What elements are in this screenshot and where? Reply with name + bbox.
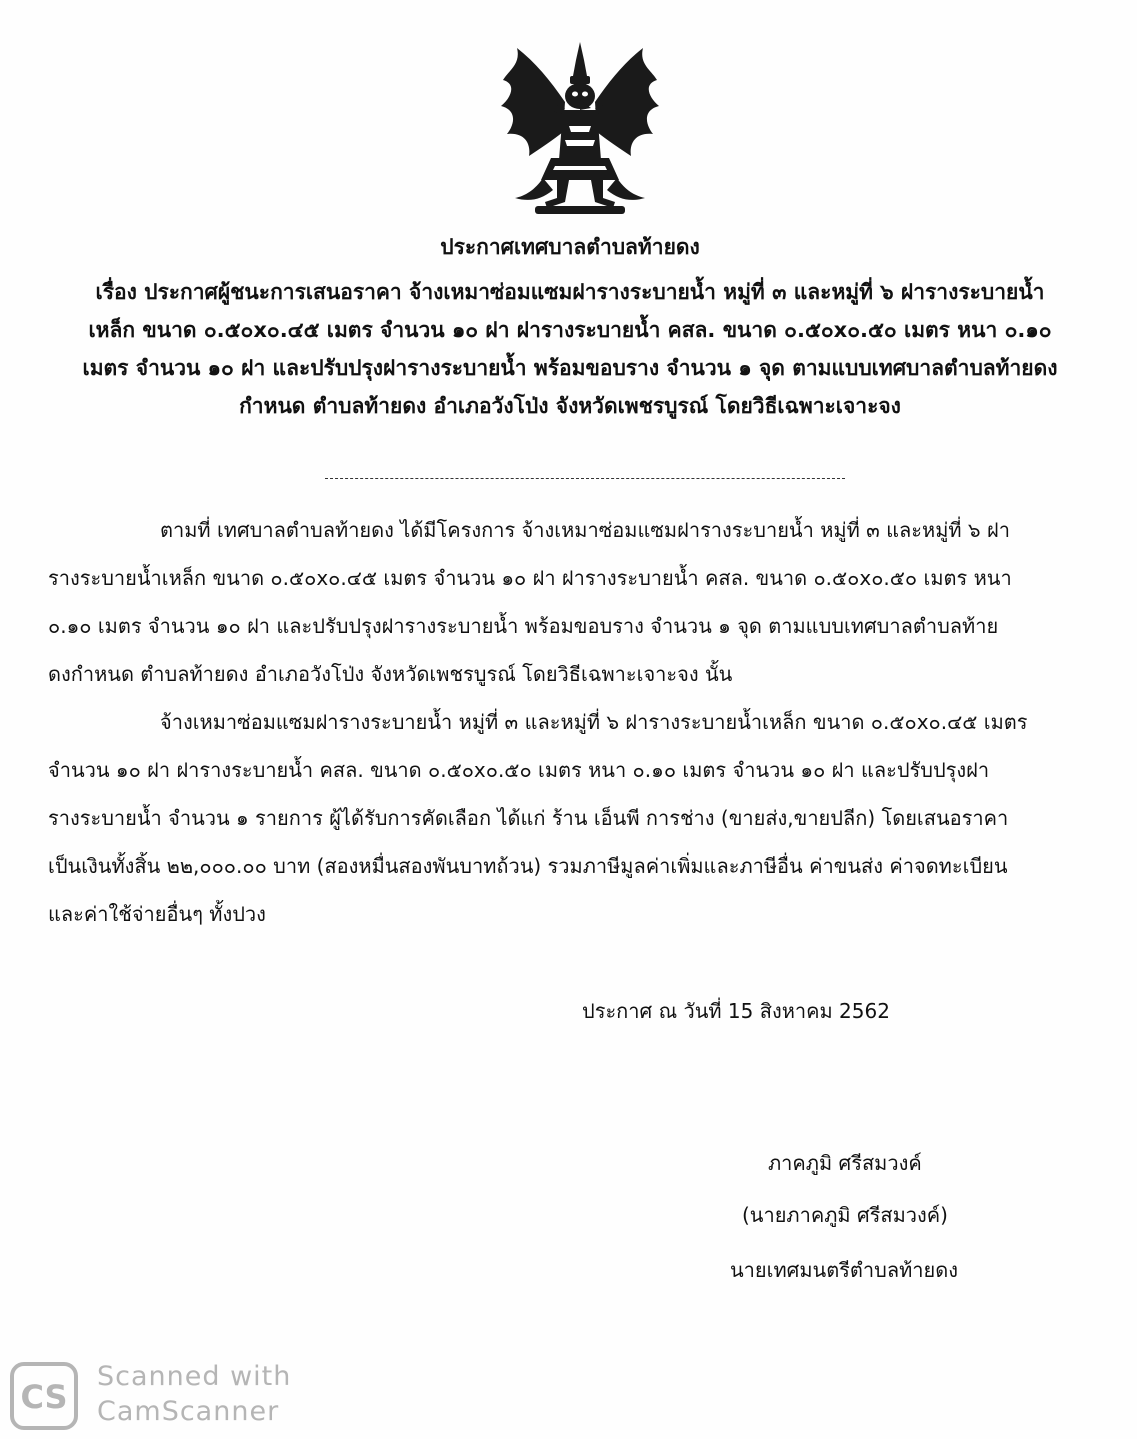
garuda-emblem-icon [495, 40, 665, 218]
subject-line: เรื่อง ประกาศผู้ชนะการเสนอราคา จ้างเหมาซ่อมแซมฝารางระบายน้ำ หมู่ที่ ๓ และหมู่ที่ ๖ ฝารางระบายน้ำ [95, 280, 1045, 304]
paragraph-1-line: ตามที่ เทศบาลตำบลท้ายดง ได้มีโครงการ จ้างเหมาซ่อมแซมฝารางระบายน้ำ หมู่ที่ ๓ และหมู่ที่ ๖ ฝา [160, 518, 1010, 542]
paragraph-1-line: ๐.๑๐ เมตร จำนวน ๑๐ ฝา และปรับปรุงฝารางระบายน้ำ พร้อมขอบราง จำนวน ๑ จุด ตามแบบเทศบาลตำบลท้าย [48, 614, 999, 638]
announcement-date: ประกาศ ณ วันที่ 15 สิงหาคม 2562 [582, 999, 890, 1023]
signed-name: ภาคภูมิ ศรีสมวงค์ [768, 1151, 922, 1175]
subject-line: เมตร จำนวน ๑๐ ฝา และปรับปรุงฝารางระบายน้ำ พร้อมขอบราง จำนวน ๑ จุด ตามแบบเทศบาลตำบลท้ายดง [82, 356, 1058, 380]
agency-title: ประกาศเทศบาลตำบลท้ายดง [440, 235, 700, 259]
svg-text:CS: CS [20, 1378, 68, 1416]
official-position: นายเทศมนตรีตำบลท้ายดง [730, 1258, 958, 1282]
paragraph-2-line: และค่าใช้จ่ายอื่นๆ ทั้งปวง [48, 902, 266, 926]
announcement-heading [40, 230, 1100, 426]
paragraph-2-line: เป็นเงินทั้งสิ้น ๒๒,๐๐๐.๐๐ บาท (สองหมื่นสองพันบาทถ้วน) รวมภาษีมูลค่าเพิ่มและภาษีอื่น ค่าขนส่ง ค่าจดทะเบียน [48, 854, 1008, 878]
paragraph-1-line: รางระบายน้ำเหล็ก ขนาด ๐.๕๐x๐.๔๕ เมตร จำนวน ๑๐ ฝา ฝารางระบายน้ำ คสล. ขนาด ๐.๕๐x๐.๕๐ เมตร หนา [48, 566, 1012, 590]
paragraph-2-line: รางระบายน้ำ จำนวน ๑ รายการ ผู้ได้รับการคัดเลือก ได้แก่ ร้าน เอ็นพี การช่าง (ขายส่ง,ขายปลีก) โดยเสนอราคา [48, 806, 1009, 830]
watermark-line-1: Scanned with [97, 1361, 292, 1392]
subject-line: เหล็ก ขนาด ๐.๕๐x๐.๔๕ เมตร จำนวน ๑๐ ฝา ฝารางระบายน้ำ คสล. ขนาด ๐.๕๐x๐.๕๐ เมตร หนา ๐.๑๐ [88, 318, 1052, 342]
dashed-separator [325, 478, 845, 479]
camscanner-logo-icon [10, 1362, 78, 1430]
paragraph-1-line: ดงกำหนด ตำบลท้ายดง อำเภอวังโป่ง จังหวัดเพชรบูรณ์ โดยวิธีเฉพาะเจาะจง นั้น [48, 662, 733, 686]
paragraph-2-line: จำนวน ๑๐ ฝา ฝารางระบายน้ำ คสล. ขนาด ๐.๕๐x๐.๕๐ เมตร หนา ๐.๑๐ เมตร จำนวน ๑๐ ฝา และปรับปรุงฝา [48, 758, 990, 782]
watermark-line-2: CamScanner [97, 1396, 280, 1427]
camscanner-watermark-text [97, 1359, 291, 1429]
subject-line: กำหนด ตำบลท้ายดง อำเภอวังโป่ง จังหวัดเพชรบูรณ์ โดยวิธีเฉพาะเจาะจง [239, 394, 901, 418]
printed-name: (นายภาคภูมิ ศรีสมวงค์) [742, 1203, 948, 1227]
paragraph-2-line: จ้างเหมาซ่อมแซมฝารางระบายน้ำ หมู่ที่ ๓ และหมู่ที่ ๖ ฝารางระบายน้ำเหล็ก ขนาด ๐.๕๐x๐.๔๕ เมตร [160, 710, 1028, 734]
